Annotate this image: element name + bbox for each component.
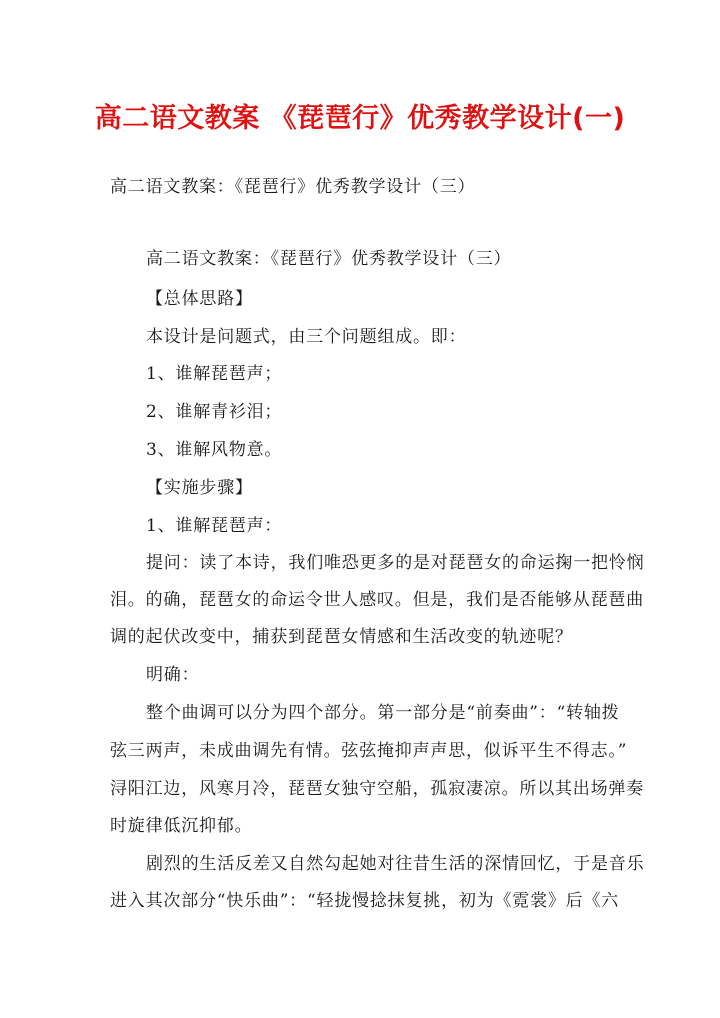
list-item: 3、谁解风物意。: [146, 440, 283, 460]
paragraph-line: 本设计是问题式，由三个问题组成。即：: [146, 327, 467, 347]
step-heading: 1、谁解琵琶声：: [146, 516, 283, 536]
section-heading-steps: 【实施步骤】: [146, 478, 253, 498]
section-heading-overview: 【总体思路】: [146, 289, 253, 309]
subtitle: 高二语文教案：《琵琶行》优秀教学设计（三）: [110, 177, 476, 197]
paragraph-line: 时旋律低沉抑郁。: [110, 816, 253, 836]
paragraph-line: 提问：读了本诗，我们唯恐更多的是对琵琶女的命运掬一把怜悯: [146, 553, 645, 573]
paragraph-line: 整个曲调可以分为四个部分。第一部分是“前奏曲”：“转轴拨: [146, 703, 620, 723]
list-item: 2、谁解青衫泪；: [146, 402, 283, 422]
paragraph-line: 浔阳江边，风寒月冷，琵琶女独守空船，孤寂凄凉。所以其出场弹奏: [110, 779, 644, 799]
paragraph-line: 泪。的确，琵琶女的命运令世人感叹。但是，我们是否能够从琵琶曲: [110, 590, 644, 610]
paragraph-line: 调的起伏改变中，捕获到琵琶女情感和生活改变的轨迹呢？: [110, 627, 573, 647]
paragraph-line: 明确：: [146, 665, 200, 685]
paragraph-line: 弦三两声，未成曲调先有情。弦弦掩抑声声思，似诉平生不得志。”: [110, 741, 628, 761]
paragraph-line: 剧烈的生活反差又自然勾起她对往昔生活的深情回忆，于是音乐: [146, 854, 645, 874]
paragraph-line: 进入其次部分“快乐曲”：“轻拢慢捻抹复挑，初为《霓裳》后《六: [110, 891, 620, 911]
body-heading: 高二语文教案：《琵琶行》优秀教学设计（三）: [146, 249, 512, 269]
main-title: 高二语文教案 《琵琶行》优秀教学设计(一): [94, 103, 626, 134]
list-item: 1、谁解琵琶声；: [146, 364, 283, 384]
